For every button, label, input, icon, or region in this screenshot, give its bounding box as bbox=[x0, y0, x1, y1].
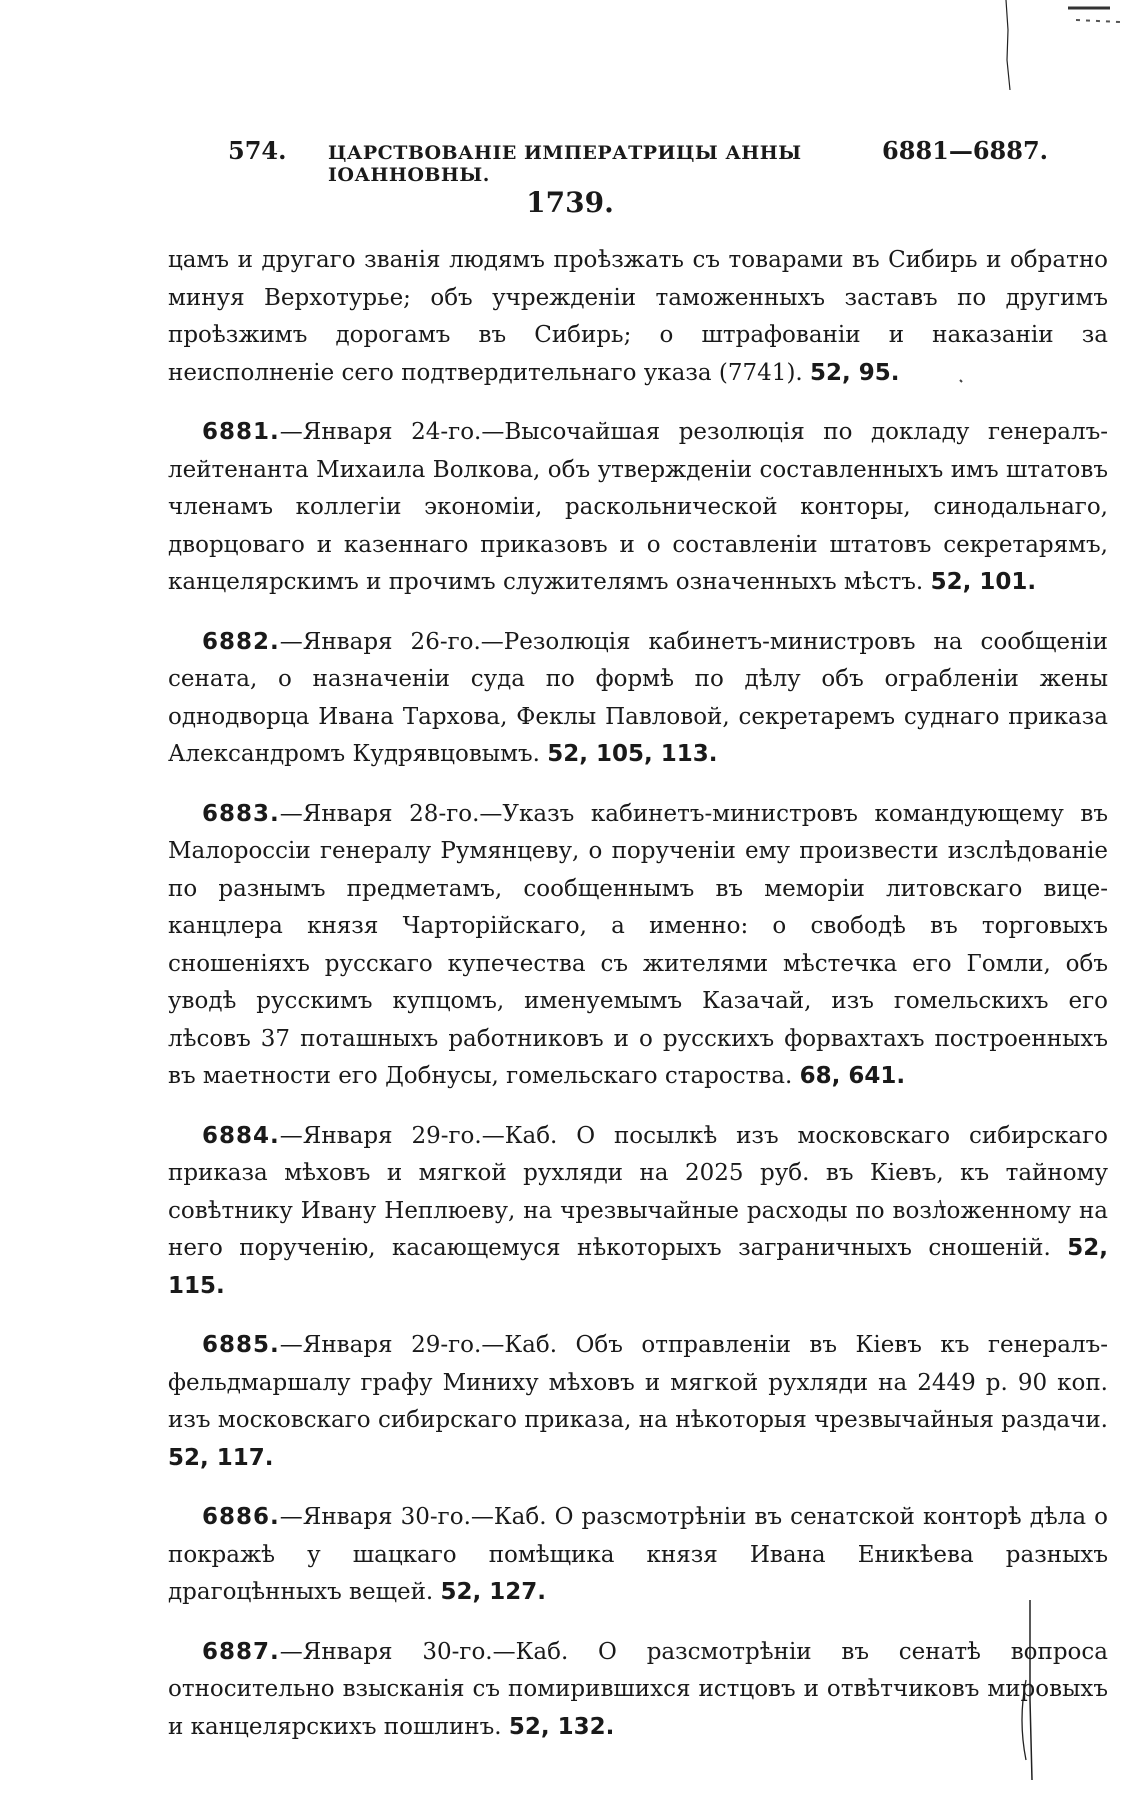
entry-number: 6881. bbox=[202, 419, 280, 445]
entry-text: —Января 28-го.—Указъ кабинетъ-министровъ командующему въ Малороссіи генералу Румянцеву, о порученіи ему произвести изслѣдованіе по разнымъ предметамъ, сообщеннымъ въ меморіи литовскаго вице-канцлера князя Чарторійскаго, а именно: о свободѣ въ торговыхъ сношеніяхъ русскаго купечества съ жителями мѣстечка его Гомли, объ уводѣ русскимъ купцомъ, именуемымъ Казачай, изъ гомельскихъ его лѣсовъ 37 поташныхъ работниковъ и о русскихъ форвахтахъ построенныхъ въ маетности его Добнусы, гомельскаго староства. bbox=[168, 800, 1108, 1089]
entry-number: 6886. bbox=[202, 1504, 280, 1530]
running-header bbox=[228, 136, 1048, 186]
entry-6886 bbox=[168, 1499, 1108, 1612]
entry-number: 6882. bbox=[202, 628, 280, 655]
entry-text: —Января 30-го.—Каб. О разсмотрѣніи въ сенатѣ вопроса относительно взысканія съ помирившихся истцовъ и отвѣтчиковъ мировыхъ и канцелярскихъ пошлинъ. bbox=[168, 1638, 1108, 1740]
entry-text: —Января 24-го.—Высочайшая резолюція по докладу генералъ-лейтенанта Михаила Волкова, объ утвержденіи составленныхъ имъ штатовъ членамъ коллегіи экономіи, раскольнической конторы, синодальнаго, дворцоваго и казеннаго приказовъ и о составленіи штатовъ секретарямъ, канцелярскимъ и прочимъ служителямъ означенныхъ мѣстъ. bbox=[168, 419, 1108, 595]
page-number: 574. bbox=[228, 136, 287, 165]
continuation-text: цамъ и другаго званія людямъ проѣзжать съ товарами въ Сибирь и обратно минуя Верхотурье; объ учрежденіи таможенныхъ заставъ по другимъ проѣзжимъ дорогамъ въ Сибирь; о штрафованіи и наказаніи за неисполненіе сего подтвердительнаго указа (7741). bbox=[168, 247, 1108, 386]
entry-range: 6881—6887. bbox=[882, 136, 1048, 165]
source-reference: 52, 101. bbox=[930, 569, 1037, 595]
source-reference: 52, 117. bbox=[168, 1444, 274, 1471]
entry-6885 bbox=[168, 1327, 1108, 1477]
entry-text: —Января 29-го.—Каб. О посылкѣ изъ московскаго сибирскаго приказа мѣховъ и мягкой рухляди на 2025 руб. въ Кіевъ, къ тайному совѣтнику Ивану Неплюеву, на чрезвычайные расходы по возложенному на него порученію, касающемуся нѣкоторыхъ заграничныхъ сношеній. bbox=[168, 1122, 1108, 1261]
running-title: ЦАРСТВОВАНІЕ ИМПЕРАТРИЦЫ АННЫ ІОАННОВНЫ. bbox=[328, 142, 802, 186]
entry-number: 6883. bbox=[202, 800, 280, 827]
entry-number: 6887. bbox=[202, 1638, 280, 1665]
entry-number: 6885. bbox=[202, 1332, 280, 1358]
entry-text: —Января 29-го.—Каб. Объ отправленіи въ Кіевъ къ генералъ-фельдмаршалу графу Миниху мѣховъ и мягкой рухляди на 2449 р. 90 коп. изъ московскаго сибирскаго приказа, на нѣкоторыя чрезвычайныя раздачи. bbox=[168, 1332, 1108, 1433]
source-reference: 52, 132. bbox=[508, 1713, 615, 1740]
entry-6883 bbox=[168, 796, 1108, 1096]
entry-6882 bbox=[168, 624, 1108, 774]
continuation-paragraph bbox=[168, 242, 1108, 392]
source-reference: 68, 641. bbox=[799, 1063, 906, 1089]
entry-text: —Января 30-го.—Каб. О разсмотрѣніи въ сенатской конторѣ дѣла о покражѣ у шацкаго помѣщика князя Ивана Еникѣева разныхъ драгоцѣнныхъ вещей. bbox=[168, 1504, 1108, 1605]
entry-number: 6884. bbox=[202, 1122, 280, 1149]
source-reference: 52, 127. bbox=[440, 1579, 547, 1605]
source-reference: 52, 95. bbox=[810, 359, 900, 386]
source-reference: 52, 115. bbox=[168, 1235, 1109, 1299]
entry-6884 bbox=[168, 1118, 1108, 1306]
entry-6887 bbox=[168, 1634, 1108, 1747]
entry-text: —Января 26-го.—Резолюція кабинетъ-министровъ на сообщеніи сената, о назначеніи суда по формѣ по дѣлу объ ограбленіи жены однодворца Ивана Тархова, Феклы Павловой, секретаремъ суднаго приказа Александромъ Кудрявцовымъ. bbox=[168, 628, 1108, 767]
document-body bbox=[168, 242, 1108, 1768]
source-reference: 52, 105, 113. bbox=[547, 741, 718, 767]
year-heading: 1739. bbox=[526, 186, 614, 219]
entry-6881 bbox=[168, 414, 1108, 602]
